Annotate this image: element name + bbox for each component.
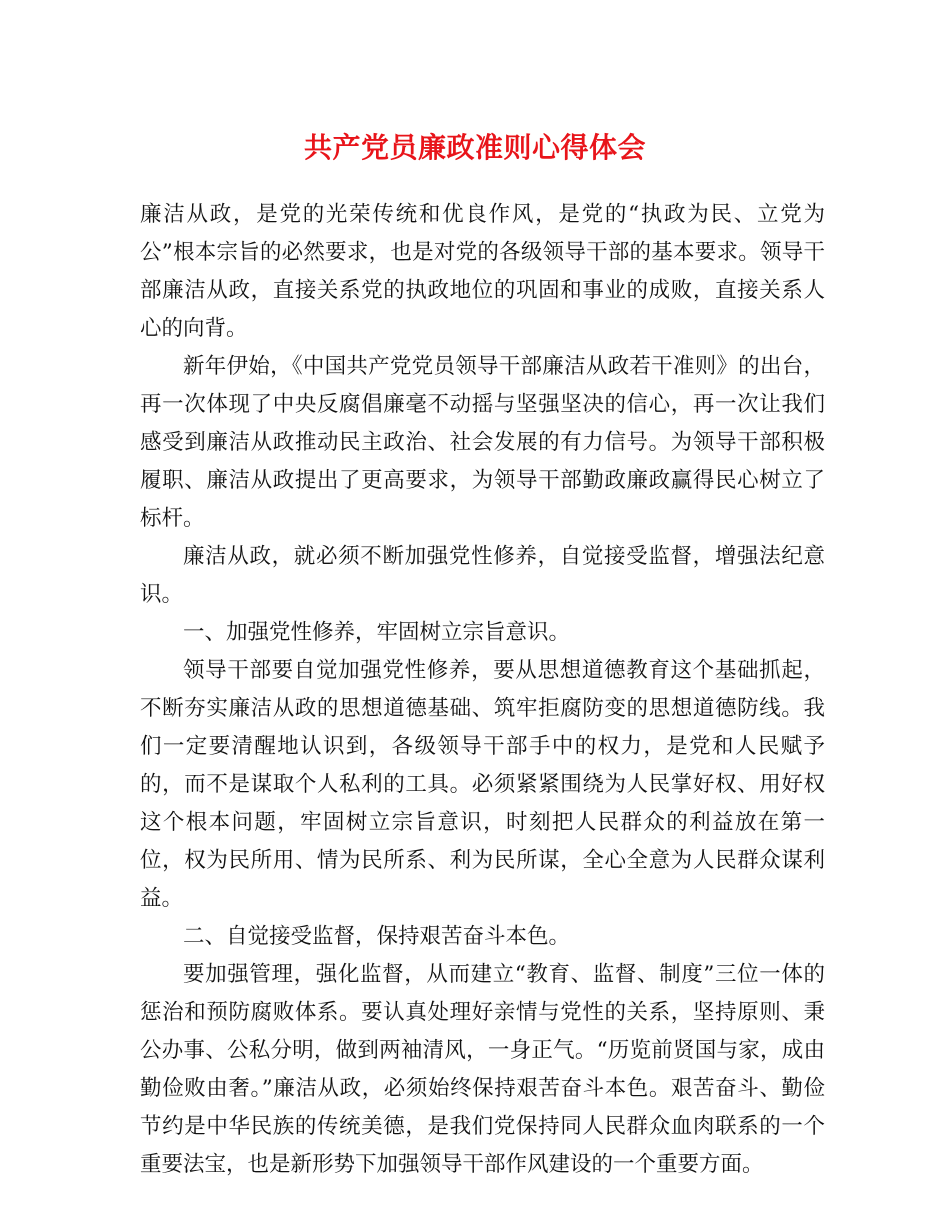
document-body xyxy=(140,196,825,1184)
paragraph-requirements: 廉洁从政，就必须不断加强党性修养，自觉接受监督，增强法纪意识。 xyxy=(140,544,825,607)
paragraph-supervision: 要加强管理，强化监督，从而建立“教育、监督、制度”三位一体的惩治和预防腐败体系。要认真处理好亲情与党性的关系，坚持原则、秉公办事、公私分明，做到两袖清风，一身正气。“历览前贤国与家，成由勤俭败由奢。”廉洁从政，必须始终保持艰苦奋斗本色。艰苦奋斗、勤俭节约是中华民族的传统美德，是我们党保持同人民群众血肉联系的一个重要法宝，也是新形势下加强领导干部作风建设的一个重要方面。 xyxy=(140,962,825,1177)
document-title: 共产党员廉政准则心得体会 xyxy=(303,131,646,164)
section-heading-two: 二、自觉接受监督，保持艰苦奋斗本色。 xyxy=(183,924,571,949)
paragraph-new-year: 新年伊始，《中国共产党党员领导干部廉洁从政若干准则》的出台，再一次体现了中央反腐倡廉毫不动摇与坚强坚决的信心，再一次让我们感受到廉洁从政推动民主政治、社会发展的有力信号。为领导干部积极履职、廉洁从政提出了更高要求，为领导干部勤政廉政赢得民心树立了标杆。 xyxy=(140,354,825,531)
paragraph-party-spirit: 领导干部要自觉加强党性修养，要从思想道德教育这个基础抓起，不断夯实廉洁从政的思想道德基础、筑牢拒腐防变的思想道德防线。我们一定要清醒地认识到，各级领导干部手中的权力，是党和人民赋予的，而不是谋取个人私利的工具。必须紧紧围绕为人民掌好权、用好权这个根本问题，牢固树立宗旨意识，时刻把人民群众的利益放在第一位，权为民所用、情为民所系、利为民所谋，全心全意为人民群众谋利益。 xyxy=(140,658,825,911)
section-heading-one: 一、加强党性修养，牢固树立宗旨意识。 xyxy=(183,620,571,645)
paragraph-intro: 廉洁从政，是党的光荣传统和优良作风，是党的“执政为民、立党为公”根本宗旨的必然要求，也是对党的各级领导干部的基本要求。领导干部廉洁从政，直接关系党的执政地位的巩固和事业的成败，直接关系人心的向背。 xyxy=(140,202,825,341)
